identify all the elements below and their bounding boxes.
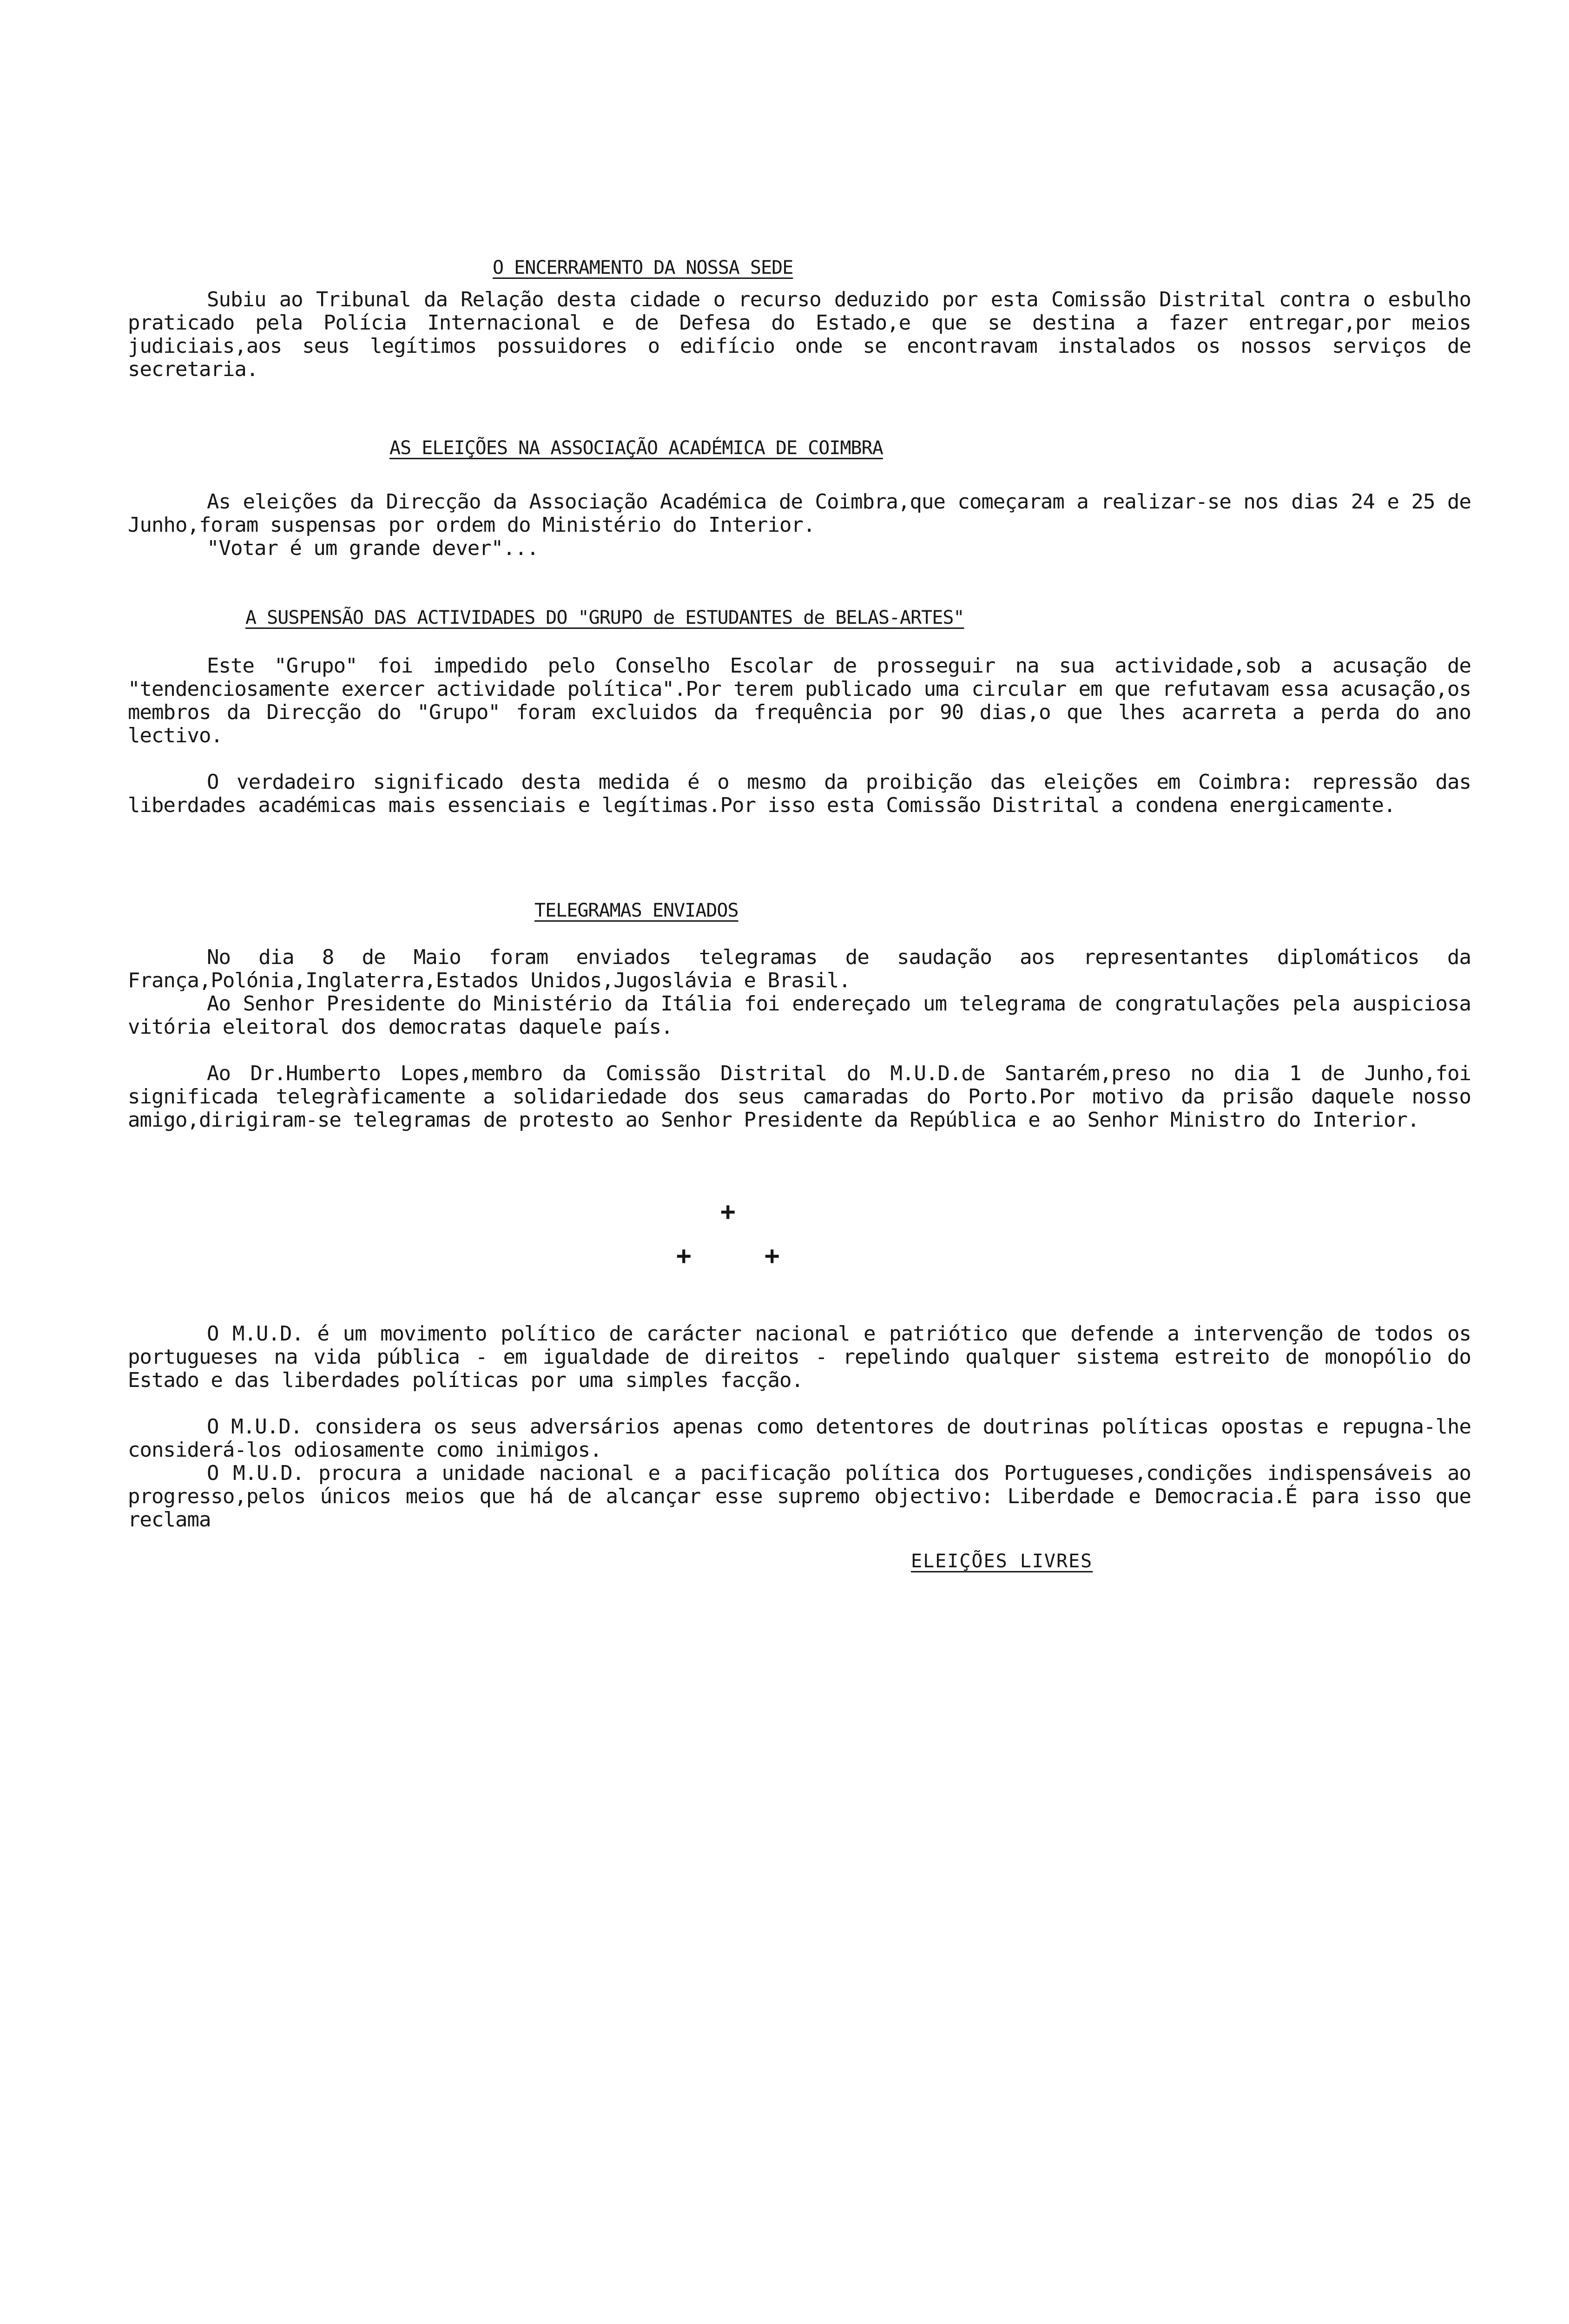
separator-cross-top: + xyxy=(720,1197,736,1226)
paragraph-mud-adversarios: O M.U.D. considera os seus adversários apenas como detentores de doutrinas políticas opostas e repugna-lhe considerá-los odiosamente como inimigos. xyxy=(128,1415,1471,1462)
paragraph-telegrama-italia: Ao Senhor Presidente do Ministério da Itália foi endereçado um telegrama de congratulações pela auspiciosa vitória eleitoral dos democratas daquele país. xyxy=(128,992,1471,1039)
paragraph-eleicoes: As eleições da Direcção da Associação Académica de Coimbra,que começaram a realizar-se nos dias 24 e 25 de Junho,foram suspensas por ordem do Ministério do Interior. xyxy=(128,490,1471,537)
paragraph-mud-unidade: O M.U.D. procura a unidade nacional e a pacificação política dos Portugueses,condições indispensáveis ao progresso,pelos únicos meios que há de alcançar esse supremo objectivo: Liberdade e Democracia.É para isso que reclama xyxy=(128,1461,1471,1532)
paragraph-sede: Subiu ao Tribunal da Relação desta cidade o recurso deduzido por esta Comissão Distrital contra o esbulho praticado pela Polícia Internacional e de Defesa do Estado,e que se destina a fazer entregar,por meios judiciais,aos seus legítimos possuidores o edifício onde se encontravam instalados os nossos serviços de secretaria. xyxy=(128,288,1471,381)
paragraph-votar-dever: "Votar é um grande dever"... xyxy=(207,536,539,560)
separator-cross-right: + xyxy=(765,1241,780,1270)
heading-eleicoes-coimbra: AS ELEIÇÕES NA ASSOCIAÇÃO ACADÉMICA DE COIMBRA xyxy=(389,437,883,459)
paragraph-grupo-impedido: Este "Grupo" foi impedido pelo Conselho Escolar de prosseguir na sua actividade,sob a acusação de "tendenciosamente exercer actividade política".Por terem publicado uma circular em que refutavam essa acusação,os membros da Direcção do "Grupo" foram excluidos da frequência por 90 dias,o que lhes acarreta a perda do ano lectivo. xyxy=(128,654,1471,747)
paragraph-significado-medida: O verdadeiro significado desta medida é o mesmo da proibição das eleições em Coimbra: repressão das liberdades académicas mais essenciais e legítimas.Por isso esta Comissão Distrital a condena energicamente. xyxy=(128,770,1471,817)
paragraph-mud-movimento: O M.U.D. é um movimento político de carácter nacional e patriótico que defende a intervenção de todos os portugueses na vida pública - em igualdade de direitos - repelindo qualquer sistema estreito de monopólio do Estado e das liberdades políticas por uma simples facção. xyxy=(128,1322,1471,1392)
heading-encerramento-sede: O ENCERRAMENTO DA NOSSA SEDE xyxy=(493,257,793,278)
heading-suspensao-actividades: A SUSPENSÃO DAS ACTIVIDADES DO "GRUPO de ESTUDANTES de BELAS-ARTES" xyxy=(245,607,964,628)
paragraph-humberto-lopes: Ao Dr.Humberto Lopes,membro da Comissão Distrital do M.U.D.de Santarém,preso no dia 1 de Junho,foi significada telegràficamente a solidariedade dos seus camaradas do Porto.Por motivo da prisão daquele nosso amigo,dirigiram-se telegramas de protesto ao Senhor Presidente da República e ao Senhor Ministro do Interior. xyxy=(128,1062,1471,1132)
closing-eleicoes-livres: ELEIÇÕES LIVRES xyxy=(911,1551,1093,1572)
heading-telegramas-enviados: TELEGRAMAS ENVIADOS xyxy=(534,900,738,921)
paragraph-telegramas-saudacao: No dia 8 de Maio foram enviados telegramas de saudação aos representantes diplomáticos da França,Polónia,Inglaterra,Estados Unidos,Jugoslávia e Brasil. xyxy=(128,945,1471,992)
separator-cross-left: + xyxy=(676,1241,692,1270)
